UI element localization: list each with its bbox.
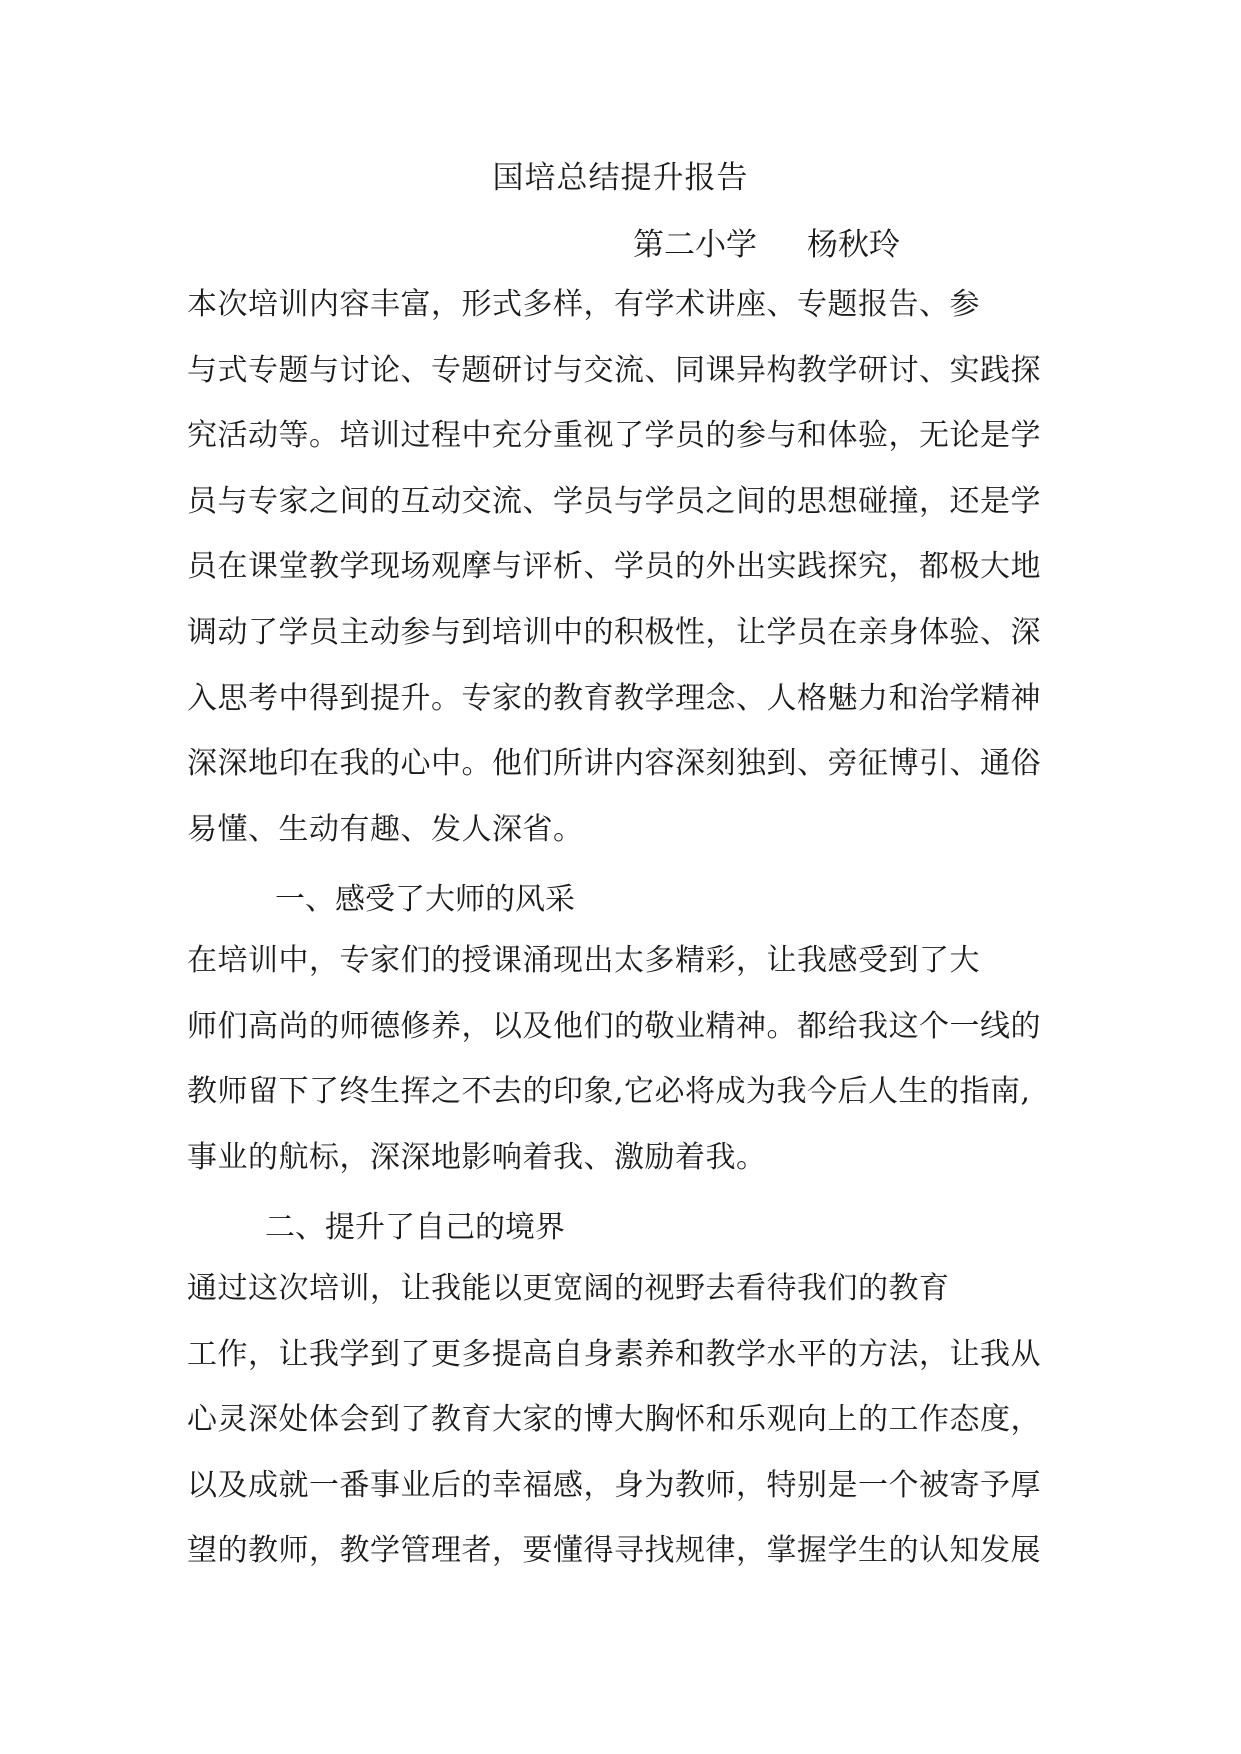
section-heading-2: 二、提升了自己的境界 — [265, 1210, 565, 1245]
paragraph-line: 调动了学员主动参与到培训中的积极性，让学员在亲身体验、深 — [187, 614, 1041, 650]
paragraph-line: 师们高尚的师德修养，以及他们的敬业精神。都给我这个一线的 — [187, 1008, 1041, 1044]
paragraph-3 — [187, 1256, 1053, 1584]
paragraph-line: 教师留下了终生挥之不去的印象,它必将成为我今后人生的指南, — [187, 1074, 1031, 1110]
paragraph-line: 深深地印在我的心中。他们所讲内容深刻独到、旁征博引、通俗 — [187, 746, 1041, 782]
school-name: 第二小学 — [633, 227, 757, 263]
paragraph-line: 与式专题与讨论、专题研讨与交流、同课异构教学研讨、实践探 — [187, 352, 1041, 388]
document-title: 国培总结提升报告 — [492, 160, 749, 196]
paragraph-line: 本次培训内容丰富，形式多样，有学术讲座、专题报告、参 — [187, 287, 980, 322]
paragraph-line: 工作，让我学到了更多提高自身素养和教学水平的方法，让我从 — [187, 1336, 1041, 1372]
section-heading-1: 一、感受了大师的风采 — [275, 882, 575, 917]
paragraph-line: 员在课堂教学现场观摩与评析、学员的外出实践探究，都极大地 — [187, 549, 1041, 585]
author-byline — [633, 225, 900, 265]
paragraph-1 — [187, 272, 1053, 862]
paragraph-line: 易懂、生动有趣、发人深省。 — [187, 811, 584, 847]
paragraph-line: 员与专家之间的互动交流、学员与学员之间的思想碰撞，还是学 — [187, 483, 1041, 519]
paragraph-line: 心灵深处体会到了教育大家的博大胸怀和乐观向上的工作态度， — [187, 1402, 1041, 1438]
paragraph-line: 通过这次培训，让我能以更宽阔的视野去看待我们的教育 — [187, 1271, 950, 1306]
paragraph-line: 入思考中得到提升。专家的教育教学理念、人格魅力和治学精神 — [187, 680, 1041, 716]
paragraph-line: 究活动等。培训过程中充分重视了学员的参与和体验，无论是学 — [187, 418, 1041, 454]
paragraph-line: 以及成就一番事业后的幸福感，身为教师，特别是一个被寄予厚 — [187, 1467, 1041, 1503]
paragraph-line: 事业的航标，深深地影响着我、激励着我。 — [187, 1139, 767, 1175]
paragraph-line: 在培训中，专家们的授课涌现出太多精彩，让我感受到了大 — [187, 943, 980, 978]
paragraph-line: 望的教师，教学管理者，要懂得寻找规律，掌握学生的认知发展 — [187, 1533, 1041, 1569]
paragraph-2 — [187, 928, 1053, 1190]
author-name: 杨秋玲 — [807, 227, 900, 263]
